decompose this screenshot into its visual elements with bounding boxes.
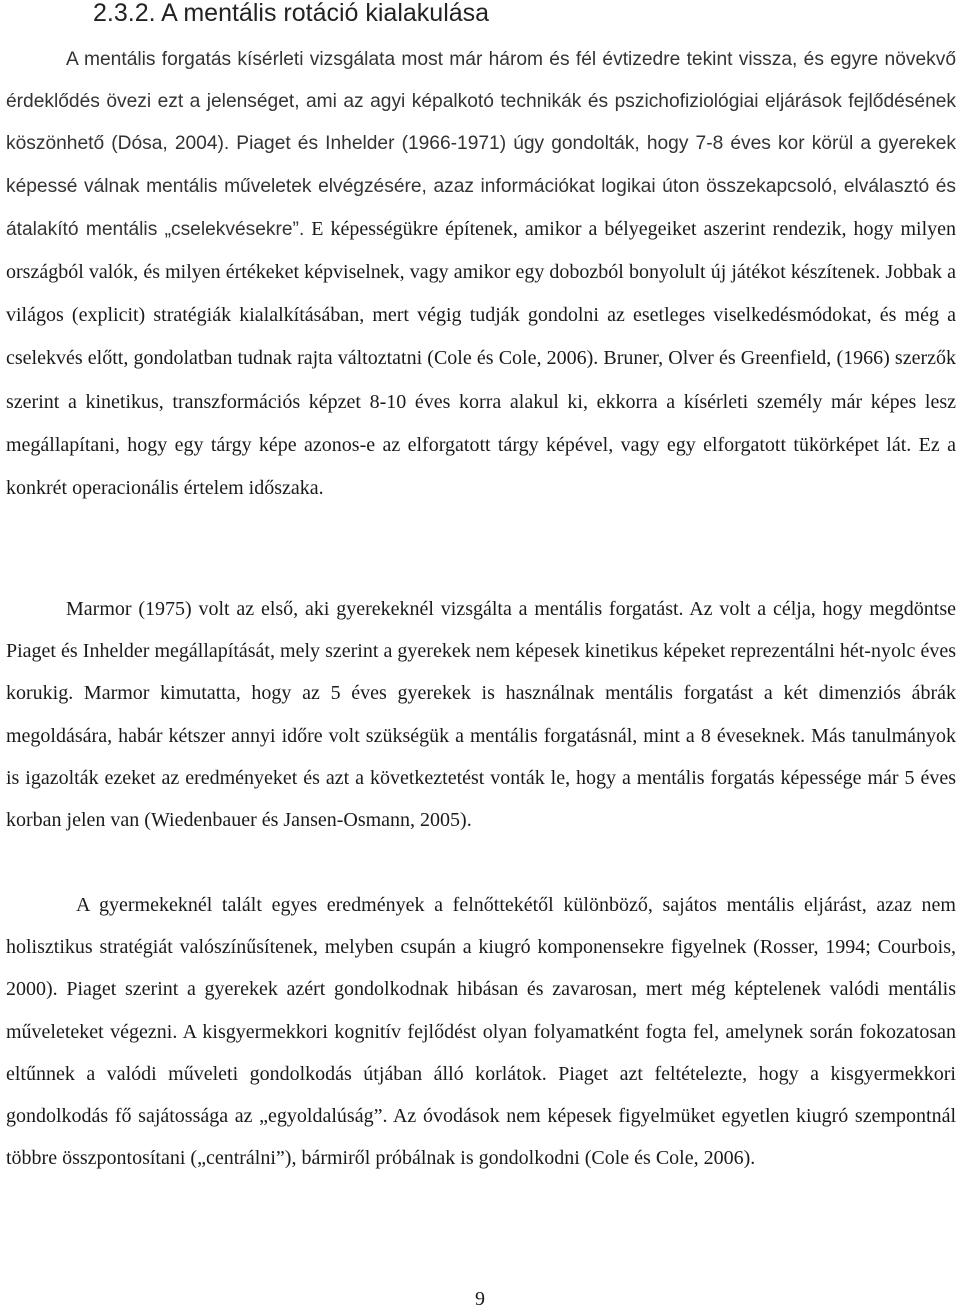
section-heading: 2.3.2. A mentális rotáció kialakulása (93, 0, 490, 27)
paragraph-3: A gyermekeknél talált egyes eredmények a felnőttekétől különböző, sajátos mentális eljárást, azaz nem holisztikus stratégiát valószínűsítenek, melyben csupán a kiugró komponensekre figyelnek (Rosser, 1994; Courbois, 2000). Piaget szerint a gyerekek azért gondolkodnak hibásan és zavarosan, mert még képtelenek valódi mentális műveleteket végezni. A kisgyermekkori kognitív fejlődést olyan folyamatként fogta fel, amelynek során fokozatosan eltűnnek a valódi műveleti gondolkodás útjában álló korlátok. Piaget azt feltételezte, hogy a kisgyermekkori gondolkodás fő sajátossága az „egyoldalúság”. Az óvodások nem képesek figyelmüket egyetlen kiugró szempontnál többre összpontosítani („centrálni”), bármiről próbálnak is gondolkodni (Cole és Cole, 2006). (6, 894, 956, 1170)
paragraph-1 (6, 39, 956, 510)
paragraph-2: Marmor (1975) volt az első, aki gyerekeknél vizsgálta a mentális forgatást. Az volt a célja, hogy megdöntse Piaget és Inhelder megállapítását, mely szerint a gyerekek nem képesek kinetikus képeket reprezentálni hét-nyolc éves korukig. Marmor kimutatta, hogy az 5 éves gyerekek is használnak mentális forgatást a két dimenziós ábrák megoldására, habár kétszer annyi időre volt szükségük a mentális forgatásnál, mint a 8 éveseknek. Más tanulmányok is igazolták ezeket az eredményeket és azt a következtetést vonták le, hogy a mentális forgatás képessége már 5 éves korban jelen van (Wiedenbauer és Jansen-Osmann, 2005). (6, 598, 956, 832)
paragraph-1-part-a: A mentális forgatás kísérleti vizsgálata most már három és fél évtizedre tekint vissza, és egyre növekvő érdeklődés övezi ezt a jelenséget, ami az agyi képalkotó technikák és pszichofiziológiai eljárások fejlődésének köszönhető (Dósa, 2004). Piaget és Inhelder (1966-1971) úgy gondolták, hogy 7-8 éves kor körül a gyerekek képessé válnak mentális műveletek elvégzésére, azaz információkat logikai úton összekapcsoló, elválasztó és átalakító mentális „cselekvésekre”. (6, 49, 956, 240)
paragraph-1-part-b: E képességükre építenek, amikor a bélyegeiket aszerint rendezik, hogy milyen országból valók, és milyen értékeket képviselnek, vagy amikor egy dobozból bonyolult új játékot készítenek. Jobbak a világos (explicit) stratégiák kialalkításában, mert végig tudják gondolni az esetleges viselkedésmódokat, és még a cselekvés előtt, gondolatban tudnak rajta változtatni (Cole és Cole, 2006). Bruner, Olver és Greenfield, (1966) szerzők szerint a kinetikus, transzformációs képzet 8-10 éves korra alakul ki, ekkorra a kísérleti személy már képes lesz megállapítani, hogy egy tárgy képe azonos-e az elforgatott tárgy képével, vagy egy elforgatott tükörképet lát. Ez a konkrét operacionális értelem időszaka. (6, 217, 957, 500)
page-number: 9 (475, 1288, 485, 1310)
